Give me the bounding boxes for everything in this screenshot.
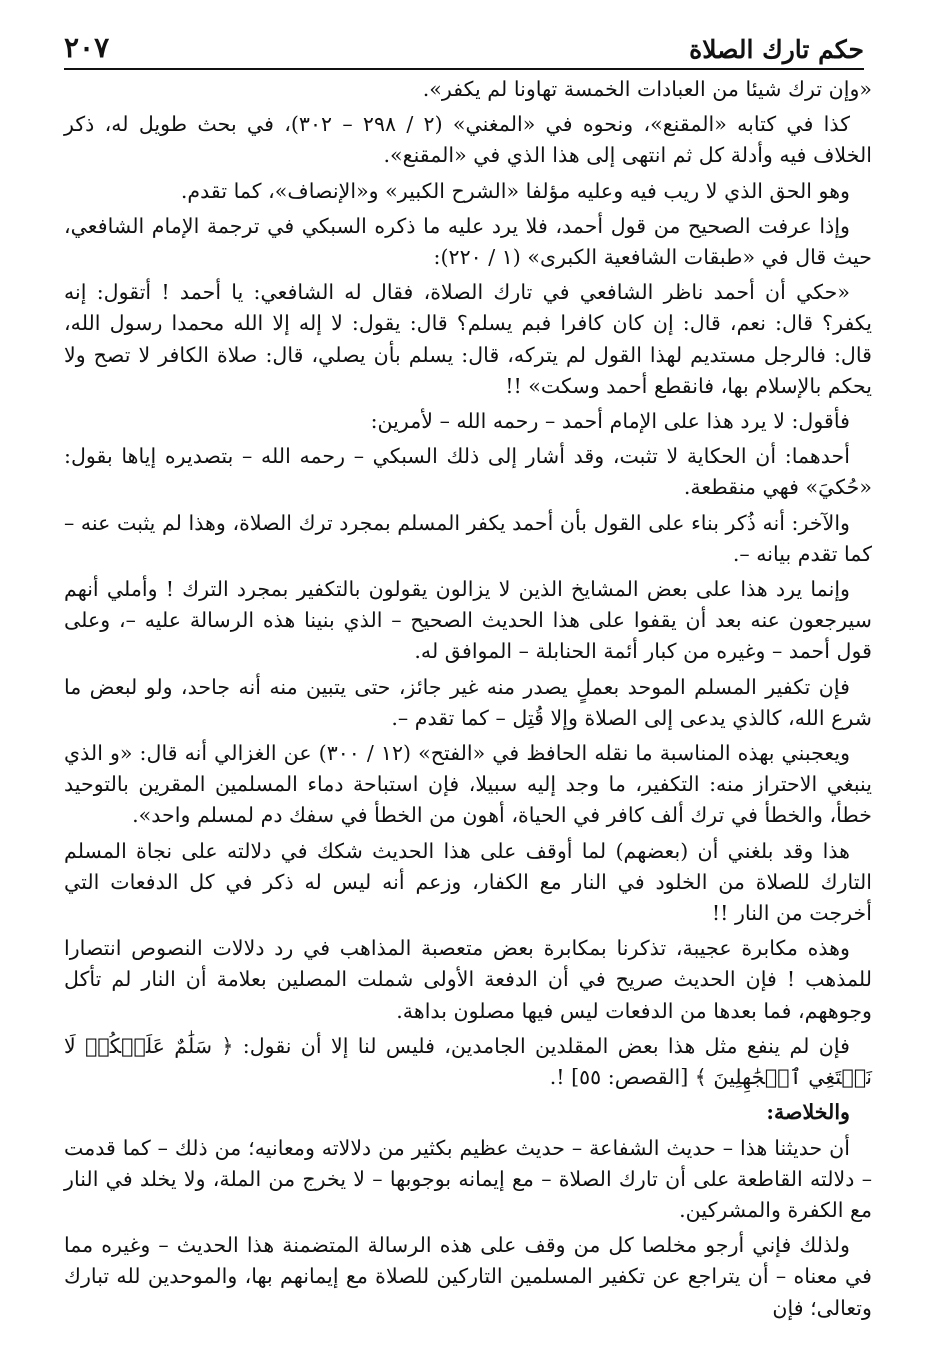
paragraph: أحدهما: أن الحكاية لا تثبت، وقد أشار إلى ذلك السبكي – رحمه الله – بتصديره إياها بقول: «حُكيَ» فهي منقطعة. (64, 444, 872, 500)
page-number: ٢٠٧ (64, 31, 110, 64)
paragraph: وهذه مكابرة عجيبة، تذكرنا بمكابرة بعض متعصبة المذاهب في رد دلالات النصوص انتصارا للمذهب ! فإن الحديث صريح في أن الدفعة الأولى شملت المصلين بعلامة أن النار لم تأكل وجوههم، فما بعدها من الدفعات ليس فيها مصلون بداهة. (64, 936, 872, 1023)
paragraph: ويعجبني بهذه المناسبة ما نقله الحافظ في «الفتح» (١٢ / ٣٠٠) عن الغزالي أنه قال: «و الذي ينبغي الاحتراز منه: التكفير، ما وجد إليه سبيلا، فإن استباحة دماء المسلمين المقرين بالتوحيد خطأ، والخطأ في ترك ألف كافر في الحياة، أهون من الخطأ في سفك دم لمسلم واحد». (64, 741, 872, 828)
paragraph: فإن لم ينفع مثل هذا بعض المقلدين الجامدين، فليس لنا إلا أن نقول: ﴿ سَلَٰمٌ عَلَيۡكُمۡ لَا نَبۡتَغِي ٱلۡجَٰهِلِينَ ﴾ [القصص: ٥٥] !. (64, 1033, 872, 1090)
paragraph: كذا في كتابه «المقنع»، ونحوه في «المغني» (٢ / ٢٩٨ – ٣٠٢)، في بحث طويل له، ذكر الخلاف فيه وأدلة كل ثم انتهى إلى هذا الذي في «المقنع». (64, 112, 872, 168)
section-heading: والخلاصة: (766, 1100, 850, 1125)
paragraph: «وإن ترك شيئا من العبادات الخمسة تهاونا لم يكفر». (422, 77, 872, 101)
paragraph: وهو الحق الذي لا ريب فيه وعليه مؤلفا «الشرح الكبير» و«الإنصاف»، كما تقدم. (180, 178, 850, 203)
paragraph: وإذا عرفت الصحيح من قول أحمد، فلا يرد عليه ما ذكره السبكي في ترجمة الإمام الشافعي، حيث قال في «طبقات الشافعية الكبرى» (١ / ٢٢٠): (64, 213, 872, 270)
paragraph: أن حديثنا هذا – حديث الشفاعة – حديث عظيم بكثير من دلالاته ومعانيه؛ من ذلك – كما قدمت – دلالته القاطعة على أن تارك الصلاة – مع إيمانه بوجوبها – لا يخرج من الملة، ولا يخلد في النار مع الكفرة والمشركين. (64, 1135, 872, 1222)
paragraph: وإنما يرد هذا على بعض المشايخ الذين لا يزالون يقولون بالتكفير بمجرد الترك ! وأملي أنهم سيرجعون عنه بعد أن يقفوا على هذا الحديث الصحيح – الذي بنينا هذه الرسالة عليه –، وعلى قول أحمد – وغيره من كبار أئمة الحنابلة – الموافق له. (64, 577, 872, 664)
paragraph: والآخر: أنه ذُكر بناء على القول بأن أحمد يكفر المسلم بمجرد ترك الصلاة، وهذا لم يثبت عنه – كما تقدم بيانه –. (64, 510, 872, 566)
paragraph: فأقول: لا يرد هذا على الإمام أحمد – رحمه الله – لأمرين: (370, 409, 850, 434)
paragraph: «حكي أن أحمد ناظر الشافعي في تارك الصلاة، فقال له الشافعي: يا أحمد ! أتقول: إنه يكفر؟ قال: نعم، قال: إن كان كافرا فبم يسلم؟ قال: يقول: لا إله إلا الله محمدا رسول الله، قال: فالرجل مستديم لهذا القول لم يتركه، قال: يسلم بأن يصلي، قال: صلاة الكافر لا تصح ولا يحكم بالإسلام بها، فانقطع أحمد وسكت» !! (64, 280, 872, 398)
paragraph: فإن تكفير المسلم الموحد بعملٍ يصدر منه غير جائز، حتى يتبين منه أنه جاحد، ولو لبعض ما شرع الله، كالذي يدعى إلى الصلاة وإلا قُتِل – كما تقدم –. (64, 674, 872, 730)
paragraph: هذا وقد بلغني أن (بعضهم) لما أوقف على هذا الحديث شكك في دلالته على نجاة المسلم التارك للصلاة من الخلود في النار مع الكفار، وزعم أنه ليس له ذكر في كل الدفعات التي أخرجت من النار !! (64, 838, 872, 926)
page-body (64, 74, 872, 1328)
page-header (64, 24, 864, 70)
running-title: حكم تارك الصلاة (689, 35, 864, 64)
paragraph: ولذلك فإني أرجو مخلصا كل من وقف على هذه الرسالة المتضمنة هذا الحديث – وغيره مما في معناه – أن يتراجع عن تكفير المسلمين التاركين للصلاة مع إيمانهم بها، والموحدين لله تبارك وتعالى؛ فإن (64, 1233, 872, 1320)
